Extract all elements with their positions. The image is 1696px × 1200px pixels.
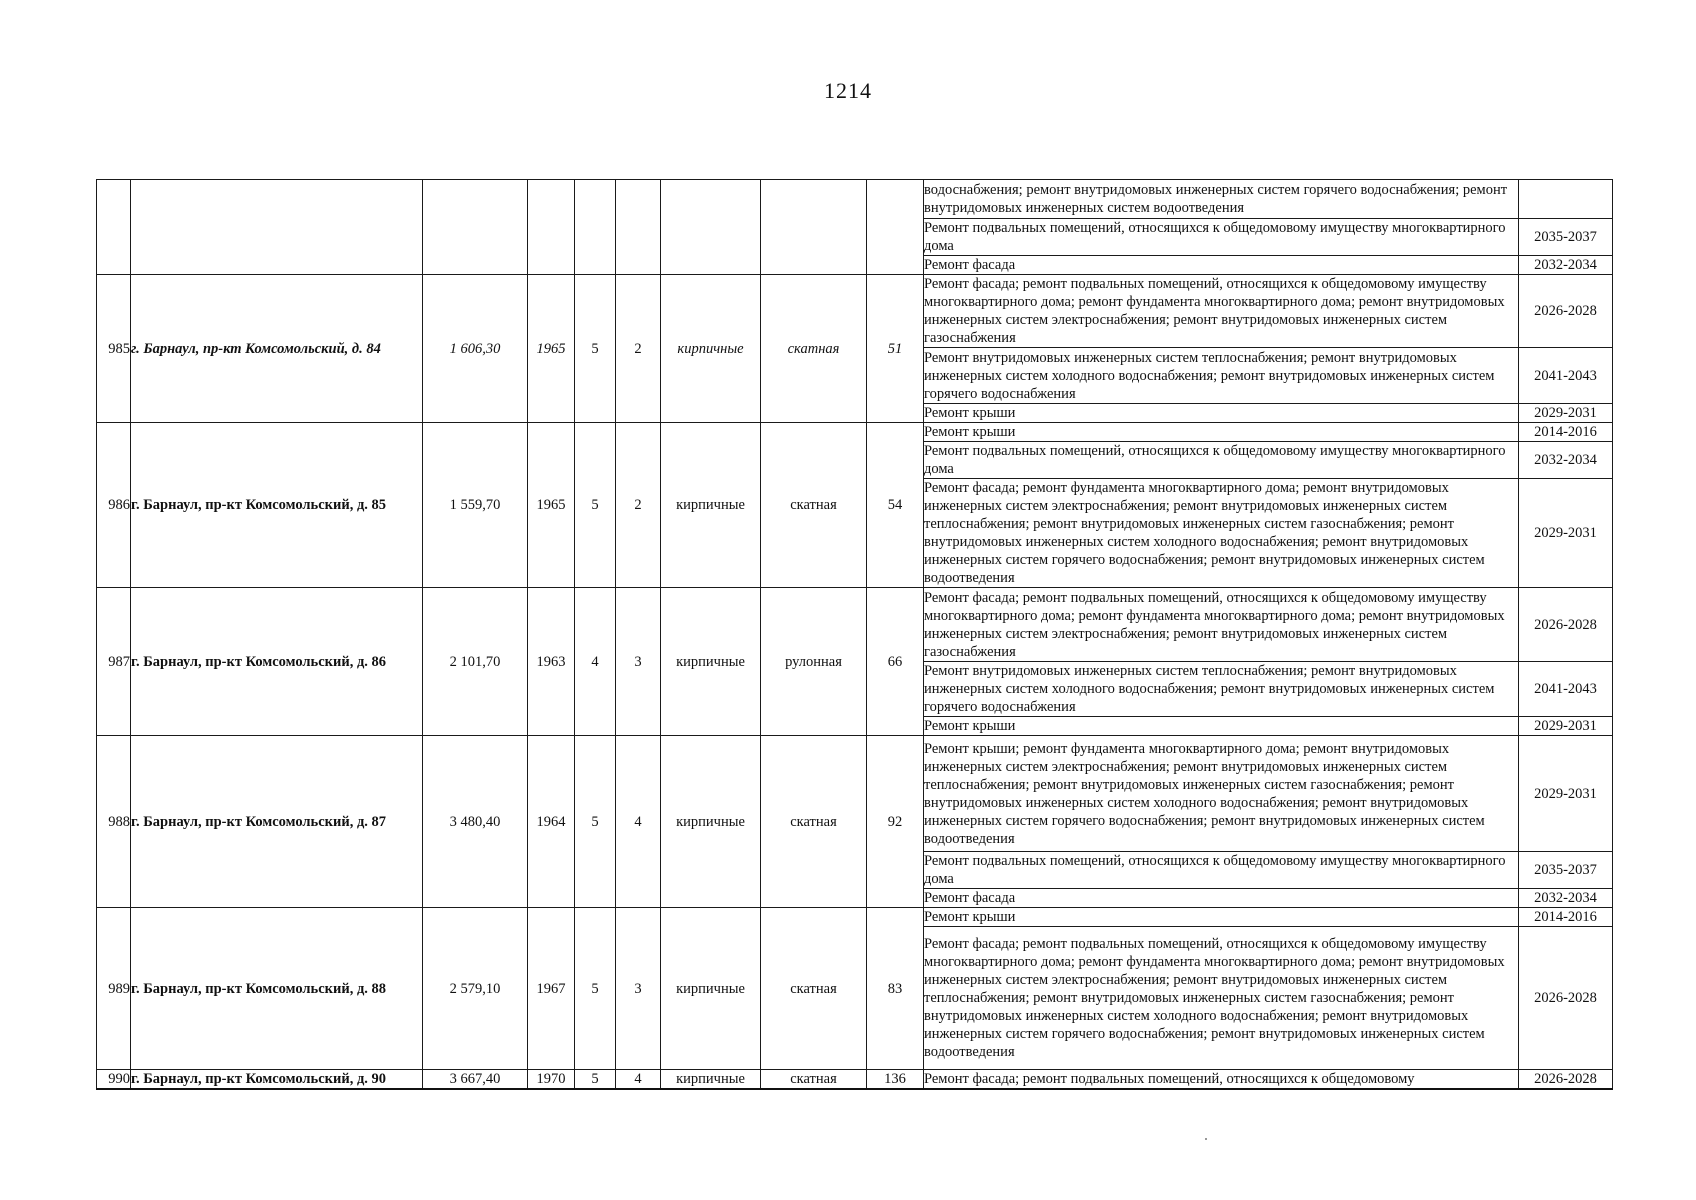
work-period: 2035-2037 [1519, 852, 1613, 889]
apartments-count: 51 [867, 275, 924, 423]
row-number: 985 [97, 275, 131, 423]
repair-schedule-table [96, 179, 1613, 1090]
house-area: 3 480,40 [423, 736, 528, 908]
build-year: 1970 [528, 1070, 575, 1090]
house-address: г. Барнаул, пр-кт Комсомольский, д. 84 [131, 275, 423, 423]
build-year: 1963 [528, 588, 575, 736]
roof-cell [761, 180, 867, 275]
year-cell [528, 180, 575, 275]
entrances-cell [616, 180, 661, 275]
build-year: 1967 [528, 908, 575, 1070]
work-description: Ремонт крыши; ремонт фундамента многоквартирного дома; ремонт внутридомовых инженерных систем электроснабжения; ремонт внутридомовых инженерных систем теплоснабжения; ремонт внутридомовых инженерных систем газоснабжения; ремонт внутридомовых инженерных систем холодного водоснабжения; ремонт внутридомовых инженерных систем горячего водоснабжения; ремонт внутридомовых инженерных систем водоотведения [924, 736, 1519, 852]
work-period: 2032-2034 [1519, 889, 1613, 908]
house-area: 1 606,30 [423, 275, 528, 423]
work-description: Ремонт внутридомовых инженерных систем теплоснабжения; ремонт внутридомовых инженерных систем холодного водоснабжения; ремонт внутридомовых инженерных систем горячего водоснабжения [924, 662, 1519, 717]
work-period: 2029-2031 [1519, 404, 1613, 423]
house-area: 1 559,70 [423, 423, 528, 588]
roof-type: скатная [761, 736, 867, 908]
work-description: Ремонт подвальных помещений, относящихся к общедомовому имуществу многоквартирного дома [924, 442, 1519, 479]
work-description: Ремонт крыши [924, 404, 1519, 423]
table-row [97, 180, 1613, 219]
work-period [1519, 180, 1613, 219]
floors-count: 4 [575, 588, 616, 736]
house-area: 2 579,10 [423, 908, 528, 1070]
entrances-count: 2 [616, 275, 661, 423]
work-period: 2014-2016 [1519, 908, 1613, 927]
house-address: г. Барнаул, пр-кт Комсомольский, д. 87 [131, 736, 423, 908]
area-cell [423, 180, 528, 275]
row-number: 988 [97, 736, 131, 908]
page-number: 1214 [824, 78, 872, 103]
work-period: 2029-2031 [1519, 717, 1613, 736]
work-description: Ремонт фасада; ремонт подвальных помещений, относящихся к общедомовому [924, 1070, 1519, 1090]
row-number: 989 [97, 908, 131, 1070]
row-number: 986 [97, 423, 131, 588]
roof-type: скатная [761, 275, 867, 423]
work-period: 2035-2037 [1519, 219, 1613, 256]
number-cell [97, 180, 131, 275]
wall-material: кирпичные [661, 1070, 761, 1090]
work-description: Ремонт фасада; ремонт подвальных помещений, относящихся к общедомовому имуществу многоквартирного дома; ремонт фундамента многоквартирного дома; ремонт внутридомовых инженерных систем электроснабжения; ремонт внутридомовых инженерных систем газоснабжения [924, 588, 1519, 662]
work-description: Ремонт фасада; ремонт фундамента многоквартирного дома; ремонт внутридомовых инженерных систем электроснабжения; ремонт внутридомовых инженерных систем теплоснабжения; ремонт внутридомовых инженерных систем газоснабжения; ремонт внутридомовых инженерных систем холодного водоснабжения; ремонт внутридомовых инженерных систем горячего водоснабжения; ремонт внутридомовых инженерных систем водоотведения [924, 479, 1519, 588]
entrances-count: 2 [616, 423, 661, 588]
wall-material: кирпичные [661, 423, 761, 588]
entrances-count: 3 [616, 588, 661, 736]
work-period: 2032-2034 [1519, 256, 1613, 275]
floors-count: 5 [575, 908, 616, 1070]
work-description: Ремонт фасада; ремонт подвальных помещений, относящихся к общедомовому имуществу многоквартирного дома; ремонт фундамента многоквартирного дома; ремонт внутридомовых инженерных систем электроснабжения; ремонт внутридомовых инженерных систем теплоснабжения; ремонт внутридомовых инженерных систем газоснабжения; ремонт внутридомовых инженерных систем холодного водоснабжения; ремонт внутридомовых инженерных систем горячего водоснабжения; ремонт внутридомовых инженерных систем водоотведения [924, 927, 1519, 1070]
entrances-count: 3 [616, 908, 661, 1070]
apartments-count: 66 [867, 588, 924, 736]
work-period: 2032-2034 [1519, 442, 1613, 479]
work-description: Ремонт крыши [924, 717, 1519, 736]
work-period: 2026-2028 [1519, 1070, 1613, 1090]
house-address: г. Барнаул, пр-кт Комсомольский, д. 86 [131, 588, 423, 736]
work-period: 2029-2031 [1519, 736, 1613, 852]
row-number: 990 [97, 1070, 131, 1090]
roof-type: скатная [761, 908, 867, 1070]
build-year: 1965 [528, 423, 575, 588]
table-row [97, 1070, 1613, 1090]
floors-count: 5 [575, 736, 616, 908]
build-year: 1965 [528, 275, 575, 423]
work-description: Ремонт крыши [924, 908, 1519, 927]
roof-type: рулонная [761, 588, 867, 736]
work-description: Ремонт подвальных помещений, относящихся к общедомовому имуществу многоквартирного дома [924, 219, 1519, 256]
address-cell [131, 180, 423, 275]
work-period: 2029-2031 [1519, 479, 1613, 588]
table-row [97, 275, 1613, 348]
floors-count: 5 [575, 275, 616, 423]
work-description: Ремонт внутридомовых инженерных систем теплоснабжения; ремонт внутридомовых инженерных систем холодного водоснабжения; ремонт внутридомовых инженерных систем горячего водоснабжения [924, 348, 1519, 404]
work-description: Ремонт фасада; ремонт подвальных помещений, относящихся к общедомовому имуществу многоквартирного дома; ремонт фундамента многоквартирного дома; ремонт внутридомовых инженерных систем электроснабжения; ремонт внутридомовых инженерных систем газоснабжения [924, 275, 1519, 348]
house-address: г. Барнаул, пр-кт Комсомольский, д. 88 [131, 908, 423, 1070]
entrances-count: 4 [616, 1070, 661, 1090]
work-period: 2026-2028 [1519, 275, 1613, 348]
apartments-count: 54 [867, 423, 924, 588]
table-row [97, 423, 1613, 442]
floors-count: 5 [575, 1070, 616, 1090]
roof-type: скатная [761, 1070, 867, 1090]
wall-material: кирпичные [661, 908, 761, 1070]
work-period: 2026-2028 [1519, 927, 1613, 1070]
scan-speck [1205, 1138, 1207, 1140]
table-row [97, 736, 1613, 852]
floors-count: 5 [575, 423, 616, 588]
apartments-cell [867, 180, 924, 275]
house-address: г. Барнаул, пр-кт Комсомольский, д. 85 [131, 423, 423, 588]
work-period: 2026-2028 [1519, 588, 1613, 662]
material-cell [661, 180, 761, 275]
house-area: 3 667,40 [423, 1070, 528, 1090]
work-description: Ремонт подвальных помещений, относящихся к общедомовому имуществу многоквартирного дома [924, 852, 1519, 889]
work-description: Ремонт фасада [924, 889, 1519, 908]
work-period: 2014-2016 [1519, 423, 1613, 442]
table-row [97, 588, 1613, 662]
house-area: 2 101,70 [423, 588, 528, 736]
house-address: г. Барнаул, пр-кт Комсомольский, д. 90 [131, 1070, 423, 1090]
wall-material: кирпичные [661, 588, 761, 736]
work-description: водоснабжения; ремонт внутридомовых инженерных систем горячего водоснабжения; ремонт внутридомовых инженерных систем водоотведения [924, 180, 1519, 219]
apartments-count: 92 [867, 736, 924, 908]
floors-cell [575, 180, 616, 275]
build-year: 1964 [528, 736, 575, 908]
table-row [97, 908, 1613, 927]
wall-material: кирпичные [661, 736, 761, 908]
roof-type: скатная [761, 423, 867, 588]
work-period: 2041-2043 [1519, 348, 1613, 404]
row-number: 987 [97, 588, 131, 736]
entrances-count: 4 [616, 736, 661, 908]
apartments-count: 136 [867, 1070, 924, 1090]
work-description: Ремонт крыши [924, 423, 1519, 442]
work-period: 2041-2043 [1519, 662, 1613, 717]
work-description: Ремонт фасада [924, 256, 1519, 275]
apartments-count: 83 [867, 908, 924, 1070]
wall-material: кирпичные [661, 275, 761, 423]
